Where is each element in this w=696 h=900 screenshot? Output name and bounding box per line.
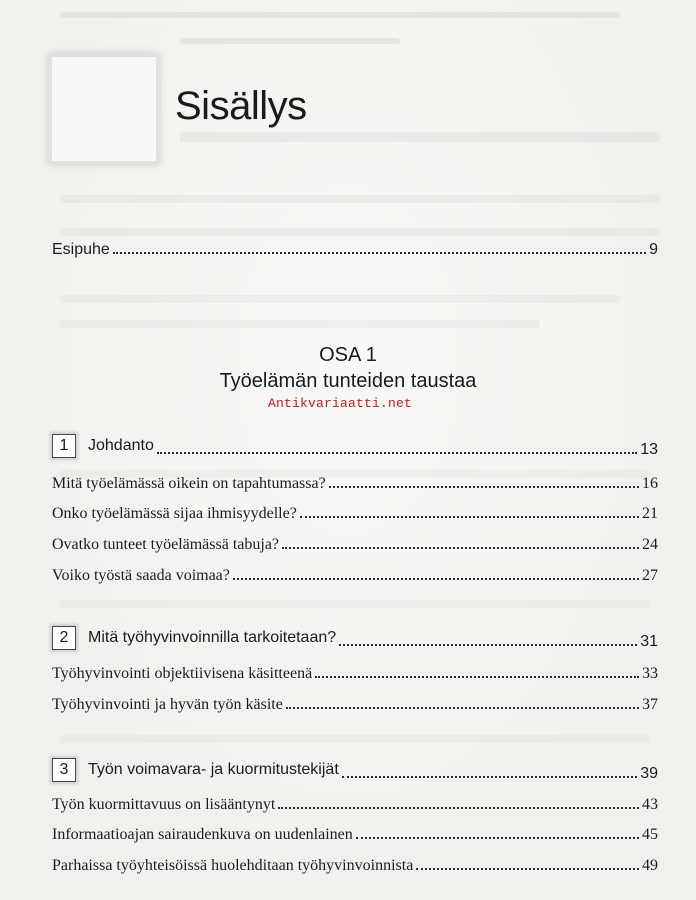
dot-leader xyxy=(315,676,639,678)
toc-page-number: 9 xyxy=(649,241,658,258)
section-title: Parhaissa työyhteisöissä huolehditaan työhyvinvoinnista xyxy=(52,857,414,874)
section-title: Mitä työelämässä oikein on tapahtumassa? xyxy=(52,475,326,492)
bleed-through-text xyxy=(60,320,540,328)
dot-leader xyxy=(113,252,646,254)
chapter-number-box: 3 xyxy=(52,758,76,782)
toc-page-number: 31 xyxy=(640,633,658,650)
toc-page-number: 49 xyxy=(642,857,658,874)
section-title: Informaatioajan sairaudenkuva on uudenlainen xyxy=(52,826,353,843)
section-title: Työn kuormittavuus on lisääntynyt xyxy=(52,796,276,813)
dot-leader xyxy=(356,837,639,839)
toc-page-number: 33 xyxy=(642,665,658,682)
dot-leader xyxy=(339,644,637,646)
toc-page-number: 21 xyxy=(642,505,658,522)
toc-section xyxy=(52,827,658,843)
toc-chapter-1 xyxy=(52,434,658,458)
page-title: Sisällys xyxy=(175,84,307,128)
dot-leader xyxy=(300,516,639,518)
toc-section xyxy=(52,568,658,584)
section-title: Onko työelämässä sijaa ihmisyydelle? xyxy=(52,505,297,522)
toc-entry-label: Esipuhe xyxy=(52,241,110,258)
bleed-through-text xyxy=(60,195,660,203)
chapter-heading xyxy=(52,758,339,782)
dot-leader xyxy=(342,776,637,778)
dot-leader xyxy=(329,486,639,488)
chapter-heading xyxy=(52,626,336,650)
bleed-through-text xyxy=(60,228,660,236)
toc-section xyxy=(52,506,658,522)
chapter-number-box: 2 xyxy=(52,626,76,650)
chapter-heading xyxy=(52,434,154,458)
toc-section xyxy=(52,858,658,874)
title-decoration-box xyxy=(52,57,156,161)
toc-page-number: 27 xyxy=(642,567,658,584)
toc-page-number: 45 xyxy=(642,826,658,843)
dot-leader xyxy=(157,452,637,454)
dot-leader xyxy=(233,578,639,580)
toc-chapter-3 xyxy=(52,758,658,782)
bleed-through-text xyxy=(180,132,660,142)
dot-leader xyxy=(286,707,639,709)
watermark-text: Antikvariaatti.net xyxy=(268,396,413,411)
toc-entry-preface xyxy=(52,242,658,258)
toc-section xyxy=(52,476,658,492)
section-title: Ovatko tunteet työelämässä tabuja? xyxy=(52,536,280,553)
toc-page-number: 39 xyxy=(640,765,658,782)
part-title: Työelämän tunteiden taustaa xyxy=(219,370,477,392)
part-number: OSA 1 xyxy=(319,344,377,366)
chapter-title: Mitä työhyvinvoinnilla tarkoitetaan? xyxy=(88,629,337,646)
dot-leader xyxy=(282,547,639,549)
toc-section xyxy=(52,697,658,713)
section-title: Työhyvinvointi ja hyvän työn käsite xyxy=(52,696,283,713)
section-title: Voiko työstä saada voimaa? xyxy=(52,567,230,584)
toc-page-number: 43 xyxy=(642,796,658,813)
bleed-through-text xyxy=(180,38,400,44)
bleed-through-text xyxy=(60,12,620,18)
toc-section xyxy=(52,537,658,553)
chapter-title: Johdanto xyxy=(88,437,154,454)
toc-chapter-2 xyxy=(52,626,658,650)
toc-page-number: 24 xyxy=(642,536,658,553)
bleed-through-text xyxy=(60,295,620,303)
dot-leader xyxy=(278,807,639,809)
section-title: Työhyvinvointi objektiivisena käsitteenä xyxy=(52,665,313,682)
toc-page-number: 37 xyxy=(642,696,658,713)
toc-section xyxy=(52,797,658,813)
toc-page-number: 13 xyxy=(640,441,658,458)
toc-page-number: 16 xyxy=(642,475,658,492)
chapter-number-box: 1 xyxy=(52,434,76,458)
dot-leader xyxy=(416,868,639,870)
bleed-through-text xyxy=(60,735,650,743)
bleed-through-text xyxy=(60,600,650,608)
chapter-title: Työn voimavara- ja kuormitustekijät xyxy=(88,761,339,778)
toc-section xyxy=(52,666,658,682)
